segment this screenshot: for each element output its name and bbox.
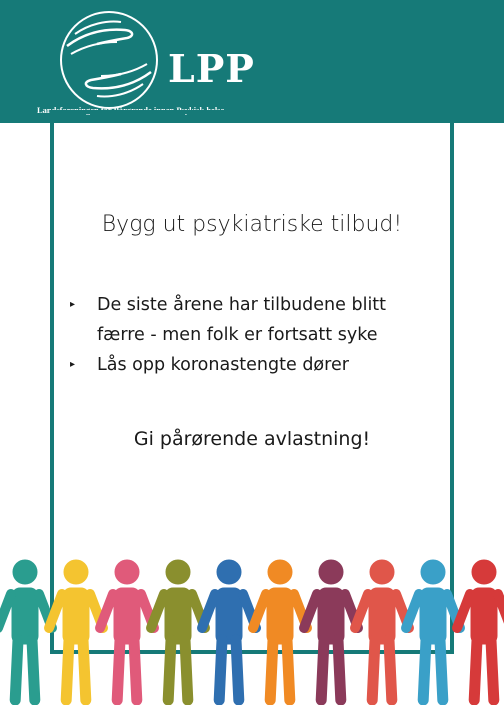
people-illustration [0,550,504,705]
bullet-text-line: De siste årene har tilbudene blitt [97,295,387,315]
person-figure [304,560,358,700]
person-figure [49,560,103,700]
logo-title: LPP [168,46,255,91]
bullet-text-line: færre - men folk er fortsatt syke [97,325,378,345]
page-headline: Bygg ut psykiatriske tilbud! [101,212,403,237]
hands-logo-icon [55,4,163,116]
person-figure [202,560,256,700]
logo-subtitle: Landsforeningen for Pårørende innen Psykisk helse [37,105,225,115]
bullet-list [70,290,450,380]
person-figure [0,560,52,700]
triangle-bullet-icon: ▸ [70,299,76,310]
bullet-text-line: Lås opp koronastengte dører [97,355,349,375]
bullet-item [70,350,450,380]
triangle-bullet-icon: ▸ [70,359,76,370]
person-figure [100,560,154,700]
closing-statement: Gi pårørende avlastning! [133,428,371,450]
header-banner [0,0,504,123]
person-figure [151,560,205,700]
person-figure [406,560,460,700]
person-figure [253,560,307,700]
bullet-item [70,290,450,350]
person-figure [355,560,409,700]
